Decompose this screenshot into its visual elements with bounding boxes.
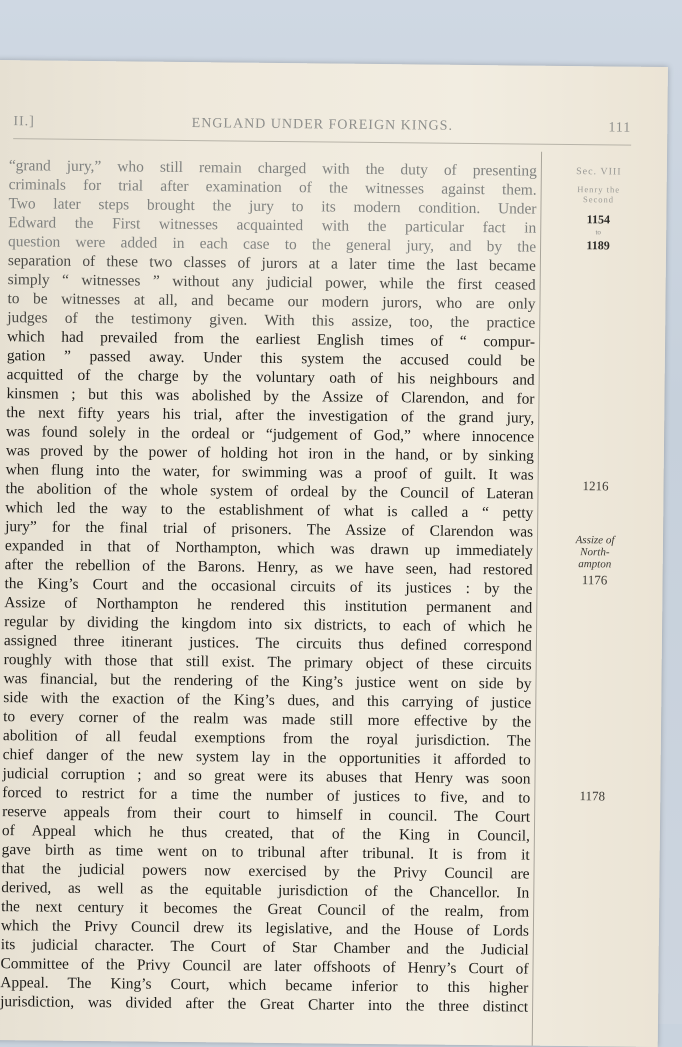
margin-assize-note xyxy=(543,534,647,571)
book-page xyxy=(0,60,668,1047)
margin-year-1178: 1178 xyxy=(579,788,606,804)
text-line: chief danger of the new system lay in the opportunities it afforded to xyxy=(2,746,531,769)
text-line: “grand jury,” who still remain charged with the duty of presenting xyxy=(8,157,537,180)
text-line: simply “ witnesses ” without any judicial power, while the first ceased xyxy=(7,271,536,294)
margin-assize-line1: Assize of xyxy=(575,534,615,547)
text-line: was found solely in the ordeal or “judgement of God,” where innocence xyxy=(6,423,535,446)
text-line: the next century it becomes the Great Council of the realm, from xyxy=(1,898,530,921)
text-line: which had prevailed from the earliest English times of “ compur- xyxy=(7,328,536,351)
text-line: the next fifty years his trial, after the investigation of the grand jury, xyxy=(6,404,535,427)
text-line: jury” for the final trial of prisoners. The Assize of Clarendon was xyxy=(5,518,534,541)
text-line: to be witnesses at all, and became our modern jurors, who are only xyxy=(7,290,536,313)
text-line: reserve appeals from their court to himself in council. The Court xyxy=(2,803,531,826)
margin-reign xyxy=(547,184,651,205)
text-line: kinsmen ; but this was abolished by the Assize of Clarendon, and for xyxy=(6,385,535,408)
text-line: the King’s Court and the occasional circuits of its justices : by the xyxy=(4,575,533,598)
text-line: of Appeal which he thus created, that of the King in Council, xyxy=(1,822,530,845)
text-line: its judicial character. The Court of Star Chamber and the Judicial xyxy=(0,936,529,959)
margin-reign-line1: Henry the xyxy=(577,184,621,195)
margin-reign-line2: Second xyxy=(583,194,615,205)
text-line: derived, as well as the equitable jurisdiction of the Chancellor. In xyxy=(1,879,530,902)
text-line: Assize of Northampton he rendered this institution permanent and xyxy=(4,594,533,617)
text-line: jurisdiction, was divided after the Great Charter into the three distinct xyxy=(0,993,529,1016)
text-line: assigned three itinerant justices. The circuits thus defined correspond xyxy=(3,632,532,655)
text-line: after the rebellion of the Barons. Henry, as we have seen, had restored xyxy=(4,556,533,579)
text-line: expanded in that of Northampton, which was drawn up immediately xyxy=(4,537,533,560)
body-text xyxy=(0,156,537,1016)
margin-year-1176: 1176 xyxy=(581,572,608,588)
text-line: was proved by the power of holding hot iron in the hand, or by sinking xyxy=(5,442,534,465)
text-line: judges of the testimony given. With this assize, too, the practice xyxy=(7,309,536,332)
text-line: which the Privy Council drew its legislative, and the House of Lords xyxy=(0,917,529,940)
text-line: was financial, but the rendering of the King’s justice went on side by xyxy=(3,670,532,693)
text-line: acquitted of the charge by the voluntary oath of his neighbours and xyxy=(6,366,535,389)
text-line: to every corner of the realm was made still more effective by the xyxy=(3,708,532,731)
text-line: abolition of all feudal exemptions from the royal jurisdiction. The xyxy=(2,727,531,750)
text-line: the abolition of the whole system of ordeal by the Council of Lateran xyxy=(5,480,534,503)
running-title: ENGLAND UNDER FOREIGN KINGS. xyxy=(191,116,454,134)
text-line: regular by dividing the kingdom into six districts, to each of which he xyxy=(4,613,533,636)
text-line: gation ” passed away. Under this system the accused could be xyxy=(6,347,535,370)
text-line: which led the way to the establishment of what is called a “ petty xyxy=(5,499,534,522)
part-label: II.] xyxy=(13,114,35,130)
text-line: separation of these two classes of jurors at a later time the last became xyxy=(7,252,536,275)
text-line: Committee of the Privy Council are later offshoots of Henry’s Court of xyxy=(0,955,529,978)
margin-assize-line2: North- xyxy=(580,546,610,559)
margin-year-1216: 1216 xyxy=(582,478,609,494)
text-line: Edward the First witnesses acquainted with the particular fact in xyxy=(8,214,537,237)
text-line: question were added in each case to the general jury, and by the xyxy=(8,233,537,256)
text-line: when flung into the water, for swimming was a proof of guilt. It was xyxy=(5,461,534,484)
text-line: Appeal. The King’s Court, which became inferior to this higher xyxy=(0,974,529,997)
text-line: that the judicial powers now exercised by the Privy Council are xyxy=(1,860,530,883)
text-line: criminals for trial after examination of the witnesses against them. xyxy=(8,176,537,199)
margin-to: to xyxy=(595,228,601,237)
margin-section: Sec. VIII xyxy=(576,166,622,178)
margin-assize-line3: ampton xyxy=(578,558,612,571)
margin-year-end: 1189 xyxy=(586,238,610,253)
text-line: Two later steps brought the jury to its modern condition. Under xyxy=(8,195,537,218)
page-number: 111 xyxy=(608,120,632,136)
text-line: roughly with those that still exist. The primary object of these circuits xyxy=(3,651,532,674)
margin-year-start: 1154 xyxy=(586,212,611,227)
text-line: gave birth as time went on to tribunal after tribunal. It is from it xyxy=(1,841,530,864)
text-line: judicial corruption ; and so great were its abuses that Henry was soon xyxy=(2,765,531,788)
text-line: forced to restrict for a time the number of justices to five, and to xyxy=(2,784,531,807)
text-line: side with the exaction of the King’s dues, and this carrying of justice xyxy=(3,689,532,712)
running-header xyxy=(13,112,631,145)
